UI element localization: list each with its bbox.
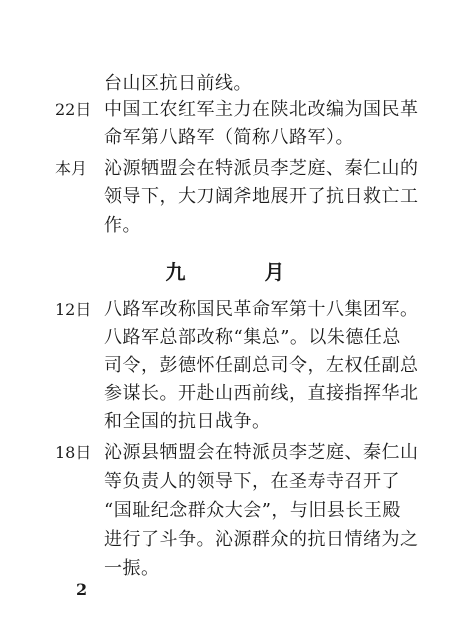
entry-text-line: 司令，彭德怀任副总司令，左权任副总 bbox=[104, 355, 419, 376]
entry-text-line: 台山区抗日前线。 bbox=[104, 73, 252, 94]
entry-text-line: 沁源县牺盟会在特派员李芝庭、秦仁山 bbox=[104, 442, 419, 463]
entry-text-line: 进行了斗争。沁源群众的抗日情绪为之 bbox=[104, 529, 419, 550]
entry-text-line: 一振。 bbox=[104, 558, 160, 579]
entry-date: 18日 bbox=[55, 443, 92, 462]
month-heading: 九 月 bbox=[165, 260, 321, 284]
entry-date: 22日 bbox=[55, 100, 92, 119]
entry-text-line: 沁源牺盟会在特派员李芝庭、秦仁山的 bbox=[104, 158, 419, 179]
entry-text-line: 和全国的抗日战争。 bbox=[104, 411, 271, 432]
entry-date: 本月 bbox=[55, 159, 88, 178]
entry-text-line: 命军第八路军（简称八路军）。 bbox=[104, 127, 354, 148]
entry-text-line: 八路军改称国民革命军第十八集团军。 bbox=[104, 299, 419, 320]
entry-text-line: 领导下，大刀阔斧地展开了抗日救亡工 bbox=[104, 186, 419, 207]
page-number: 2 bbox=[76, 580, 88, 599]
entry-text-line: 八路军总部改称“集总”。以朱德任总 bbox=[104, 327, 401, 348]
entry-date: 12日 bbox=[55, 300, 92, 319]
entry-text-line: 参谋长。开赴山西前线，直接指挥华北 bbox=[104, 383, 419, 404]
entry-text-line: 作。 bbox=[104, 215, 141, 236]
entry-text-line: 等负责人的领导下，在圣寿寺召开了 bbox=[104, 471, 400, 492]
entry-text-line: “国耻纪念群众大会”，与旧县长王殿 bbox=[104, 500, 401, 521]
entry-text-line: 中国工农红军主力在陕北改编为国民革 bbox=[104, 99, 419, 120]
